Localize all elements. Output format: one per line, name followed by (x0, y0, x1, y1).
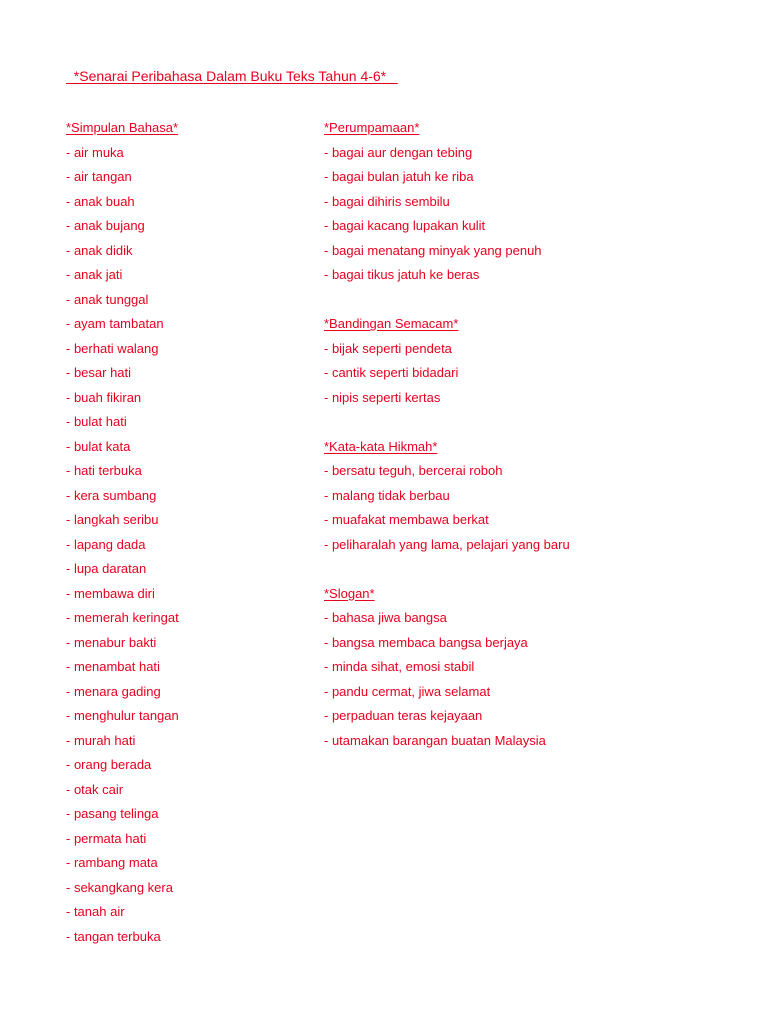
list-item: - menabur bakti (66, 634, 157, 650)
list-item: - bagai bulan jatuh ke riba (324, 169, 474, 184)
list-item: - kera sumbang (66, 487, 157, 503)
list-item: - rambang mata (66, 855, 158, 870)
list-item: - menghulur tangan (66, 708, 179, 723)
left-column (66, 116, 306, 949)
list-item: - orang berada (66, 757, 152, 772)
list-item: - bagai menatang minyak yang penuh (324, 242, 542, 258)
list-item: - lupa daratan (66, 561, 147, 576)
list-item: - peliharalah yang lama, pelajari yang baru (324, 536, 570, 552)
simpulan-bahasa-list (66, 141, 306, 950)
list-item: - besar hati (66, 365, 132, 380)
list-item: - perpaduan teras kejayaan (324, 708, 483, 723)
list-item: - hati terbuka (66, 463, 142, 478)
list-item: - air tangan (66, 169, 132, 184)
list-item: - bagai tikus jatuh ke beras (324, 267, 480, 282)
list-item: - sekangkang kera (66, 879, 173, 895)
list-item: - bahasa jiwa bangsa (324, 610, 447, 625)
list-item: - murah hati (66, 732, 136, 748)
list-item: - menara gading (66, 683, 161, 699)
list-item: - bangsa membaca bangsa berjaya (324, 634, 528, 650)
list-item: - bulat kata (66, 438, 131, 454)
section-heading-slogan: *Slogan* (324, 585, 375, 601)
kata-kata-hikmah-list (324, 459, 744, 557)
perumpamaan-list (324, 141, 744, 288)
list-item: - muafakat membawa berkat (324, 512, 489, 527)
list-item: - pasang telinga (66, 806, 159, 821)
list-item: - lapang dada (66, 536, 146, 552)
list-item: - malang tidak berbau (324, 487, 450, 503)
list-item: - otak cair (66, 781, 124, 797)
list-item: - anak jati (66, 267, 123, 282)
list-item: - bagai kacang lupakan kulit (324, 218, 486, 233)
section-spacer (324, 557, 744, 582)
list-item: - bagai aur dengan tebing (324, 144, 473, 160)
list-item: - anak bujang (66, 218, 145, 233)
slogan-list (324, 606, 744, 753)
right-column (324, 116, 744, 753)
section-heading-bandingan-semacam: *Bandingan Semacam* (324, 316, 459, 331)
list-item: - bijak seperti pendeta (324, 340, 452, 356)
list-item: - buah fikiran (66, 389, 142, 405)
list-item: - tangan terbuka (66, 928, 161, 944)
list-item: - menambat hati (66, 659, 160, 674)
list-item: - bulat hati (66, 414, 127, 429)
bandingan-semacam-list (324, 337, 744, 411)
section-heading-kata-kata-hikmah: *Kata-kata Hikmah* (324, 438, 438, 454)
list-item: - pandu cermat, jiwa selamat (324, 683, 491, 699)
list-item: - utamakan barangan buatan Malaysia (324, 732, 546, 748)
section-spacer (324, 410, 744, 435)
list-item: - membawa diri (66, 585, 155, 601)
list-item: - anak didik (66, 242, 133, 258)
list-item: - nipis seperti kertas (324, 389, 441, 405)
list-item: - memerah keringat (66, 610, 179, 625)
list-item: - tanah air (66, 904, 125, 919)
list-item: - anak buah (66, 193, 135, 209)
document-title: *Senarai Peribahasa Dalam Buku Teks Tahun 4-6* (66, 68, 398, 84)
section-spacer (324, 288, 744, 313)
list-item: - langkah seribu (66, 512, 159, 527)
list-item: - ayam tambatan (66, 316, 164, 331)
list-item: - minda sihat, emosi stabil (324, 659, 475, 674)
list-item: - permata hati (66, 830, 147, 846)
section-heading-simpulan-bahasa: *Simpulan Bahasa* (66, 120, 179, 135)
list-item: - berhati walang (66, 340, 159, 356)
section-heading-perumpamaan: *Perumpamaan* (324, 120, 420, 135)
list-item: - anak tunggal (66, 291, 149, 307)
list-item: - air muka (66, 144, 124, 160)
list-item: - bersatu teguh, bercerai roboh (324, 463, 503, 478)
list-item: - bagai dihiris sembilu (324, 193, 450, 209)
list-item: - cantik seperti bidadari (324, 365, 459, 380)
